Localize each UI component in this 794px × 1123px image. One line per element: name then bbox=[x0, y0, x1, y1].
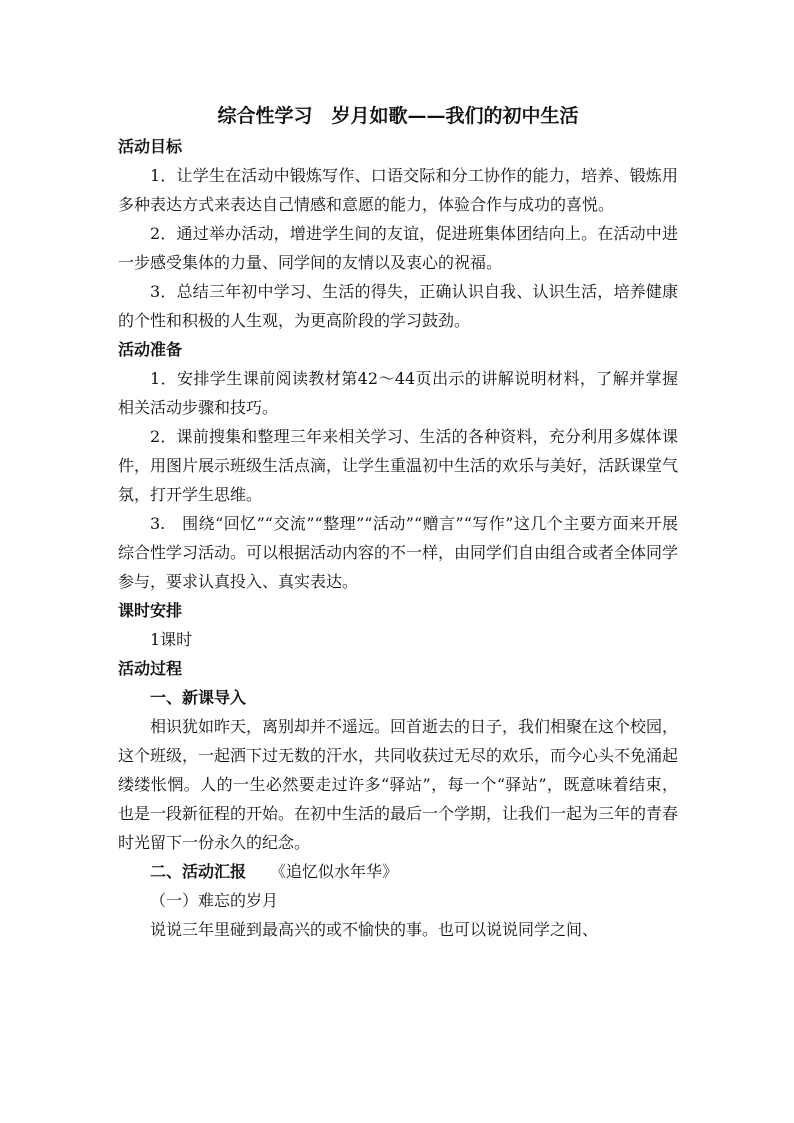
schedule-text: 1课时 bbox=[150, 630, 193, 649]
part2-spacer bbox=[246, 862, 278, 881]
part1-heading: 一、新课导入 bbox=[150, 688, 247, 707]
prep-item-3: 3. 围绕“回忆”“交流”“整理”“活动”“赠言”“写作”这几个主要方面来开展综合性学习活动。可以根据活动内容的不一样，由同学们自由组合或者全体同学参与，要求认真投入、真实表达。 bbox=[118, 514, 679, 591]
schedule-heading: 课时安排 bbox=[118, 601, 183, 620]
prep-item-2: 2．课前搜集和整理三年来相关学习、生活的各种资料，充分利用多媒体课件，用图片展示班级生活点滴，让学生重温初中生活的欢乐与美好，活跃课堂气氛，打开学生思维。 bbox=[118, 427, 679, 504]
goal-item-3: 3．总结三年初中学习、生活的得失，正确认识自我、认识生活，培养健康的个性和积极的人生观，为更高阶段的学习鼓劲。 bbox=[118, 282, 678, 330]
part2-heading: 二、活动汇报 bbox=[150, 862, 247, 881]
document-title: 综合性学习 岁月如歌——我们的初中生活 bbox=[217, 105, 579, 127]
goal-item-2: 2．通过举办活动，增进学生间的友谊，促进班集体团结向上。在活动中进一步感受集体的力量、同学间的友情以及衷心的祝福。 bbox=[118, 224, 678, 272]
sub1-heading: （一）难忘的岁月 bbox=[150, 891, 279, 910]
prep-heading: 活动准备 bbox=[118, 340, 183, 359]
part2-title: 《追忆似水年华》 bbox=[278, 862, 399, 881]
prep-item-1: 1．安排学生课前阅读教材第42～44页出示的讲解说明材料，了解并掌握相关活动步骤和技巧。 bbox=[118, 369, 678, 417]
part2-line bbox=[118, 857, 678, 886]
process-heading: 活动过程 bbox=[118, 659, 183, 678]
goal-item-1: 1．让学生在活动中锻炼写作、口语交际和分工协作的能力，培养、锻炼用多种表达方式来表达自己情感和意愿的能力，体验合作与成功的喜悦。 bbox=[118, 166, 678, 214]
document-page bbox=[118, 100, 678, 944]
sub1-text: 说说三年里碰到最高兴的或不愉快的事。也可以说说同学之间、 bbox=[150, 920, 599, 939]
part1-text: 相识犹如昨天，离别却并不遥远。回首逝去的日子，我们相聚在这个校园，这个班级，一起洒下过无数的汗水，共同收获过无尽的欢乐，而今心头不免涌起缕缕怅惘。人的一生必然要走过许多“驿站”，每一个“驿站”，既意味着结束，也是一段新征程的开始。在初中生活的最后一个学期，让我们一起为三年的青春时光留下一份永久的纪念。 bbox=[118, 717, 679, 852]
goals-heading: 活动目标 bbox=[118, 137, 183, 156]
